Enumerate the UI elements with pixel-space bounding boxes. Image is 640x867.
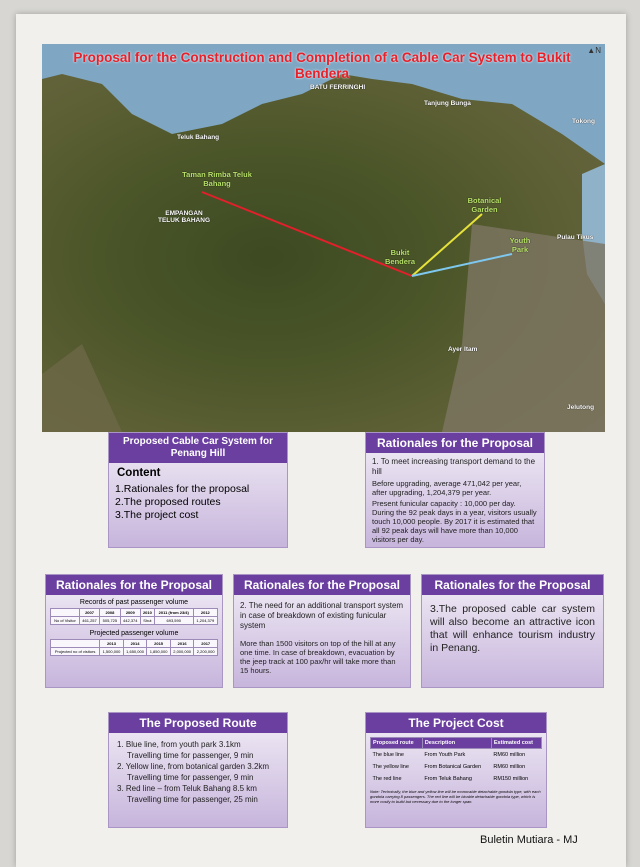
rationale-panel-3 (421, 574, 604, 688)
rationale-bullet: Present funicular capacity : 10,000 per day. During the 92 peak days in a year, visitors usually touch 10,000 people. By 2017 it is estimated that all 92 peak days will have more than 10,000 visitors per day. (372, 499, 537, 544)
cost-panel (365, 712, 547, 828)
route-time: Travelling time for passenger, 9 min (127, 773, 254, 782)
content-title: Content (117, 467, 161, 479)
table-row: The red line From Teluk Bahang RM150 million (372, 776, 529, 782)
cost-table: Proposed route Description Estimated cost The blue line From Youth Park RM60 million The yellow line From Botanical Garden RM60 million The red line From Teluk Bahang RM150 million (370, 737, 542, 785)
content-heading: Proposed Cable Car System for Penang Hill (109, 433, 287, 463)
rationale-point: 1. To meet increasing transport demand to the hill (372, 457, 536, 476)
label-tanjung-bunga: Tanjung Bunga (424, 100, 471, 107)
cost-heading: The Project Cost (366, 713, 546, 733)
satellite-map (42, 44, 605, 432)
rationale-point: 3.The proposed cable car system will also become an attractive icon that will enhance tourism industry in Penang. (430, 603, 595, 654)
projected-volume-title: Projected passenger volume (89, 630, 179, 637)
route-line: 2. Yellow line, from botanical garden 3.2km (117, 762, 270, 771)
route-panel (108, 712, 288, 828)
content-panel (108, 432, 288, 548)
label-botanical-garden: Botanical Garden (467, 196, 502, 214)
label-tokong: Tokong (572, 118, 595, 125)
label-bukit-bendera: Bukit Bendera (384, 248, 415, 266)
route-time: Travelling time for passenger, 25 min (127, 795, 258, 804)
rationale-table-panel (45, 574, 223, 688)
north-arrow-icon: ▲N (587, 46, 601, 55)
table-row: The blue line From Youth Park RM60 million (372, 752, 526, 758)
rationale-heading: Rationales for the Proposal (234, 575, 410, 595)
rationale-panel-2 (233, 574, 411, 688)
cost-note: Note: Technically, the blue and yellow line will be monocable detachable gondola type, with each gondola carrying 8 passengers. The red line will be bicable detachable gondola type, which is more costly to build but necessary due to the longer span. (370, 789, 541, 804)
label-empangan: EMPANGAN TELUK BAHANG (158, 210, 210, 224)
route-time: Travelling time for passenger, 9 min (127, 751, 254, 760)
rationale-heading: Rationales for the Proposal (422, 575, 603, 595)
rationale-heading: Rationales for the Proposal (366, 433, 544, 453)
content-item: 2.The proposed routes (115, 496, 221, 508)
rationale-point: 2. The need for an additional transport system in case of breakdown of existing funicular system (240, 601, 404, 630)
label-jelutong: Jelutong (567, 404, 595, 411)
table-row: Projected no of visitors 1,500,000 1,650,000 1,850,000 2,000,000 2,200,000 (51, 648, 218, 656)
route-heading: The Proposed Route (109, 713, 287, 733)
label-ayer-itam: Ayer Itam (448, 346, 478, 353)
label-taman-rimba: Taman Rimba Teluk Bahang (182, 170, 252, 188)
table-row: No of Visitor 461,257 505,725 442,374 Shut 693,590 1,204,379 (51, 617, 218, 625)
label-teluk-bahang: Teluk Bahang (177, 134, 220, 141)
route-line: 3. Red line – from Teluk Bahang 8.5 km (117, 784, 257, 793)
rationale-heading: Rationales for the Proposal (46, 575, 222, 595)
rationale-bullet: Before upgrading, average 471,042 per year, after upgrading, 1,204,379 per year. (372, 479, 522, 497)
projected-volume-table: 2013 2014 2015 2016 2017 Projected no of visitors 1,500,000 1,650,000 1,850,000 2,000,000 2,200,000 (50, 639, 218, 656)
content-item: 1.Rationales for the proposal (115, 483, 250, 495)
past-volume-title: Records of past passenger volume (79, 599, 189, 606)
content-item: 3.The project cost (115, 509, 199, 521)
table-row: The yellow line From Botanical Garden RM60 million (372, 764, 526, 770)
route-line: 1. Blue line, from youth park 3.1km (117, 740, 241, 749)
photo-credit: Buletin Mutiara - MJ (480, 834, 578, 846)
rationale-panel-1 (365, 432, 545, 548)
label-batu-ferringhi: BATU FERRINGHI (310, 84, 366, 91)
rationale-detail: More than 1500 visitors on top of the hill at any one time. In case of breakdown, evacuation by the jeep track at 100 pax/hr will take more than 15 hours. (240, 639, 396, 675)
label-pulau-tikus: Pulau Tikus (557, 234, 594, 241)
label-youth-park: Youth Park (509, 236, 531, 254)
past-volume-table: 2007 2008 2009 2010 2011 (from 23/4) 2012 No of Visitor 461,257 505,725 442,374 Shut 693,590 1,204,379 (50, 608, 218, 625)
map-title: Proposal for the Construction and Completion of a Cable Car System to Bukit Bendera (73, 50, 571, 81)
